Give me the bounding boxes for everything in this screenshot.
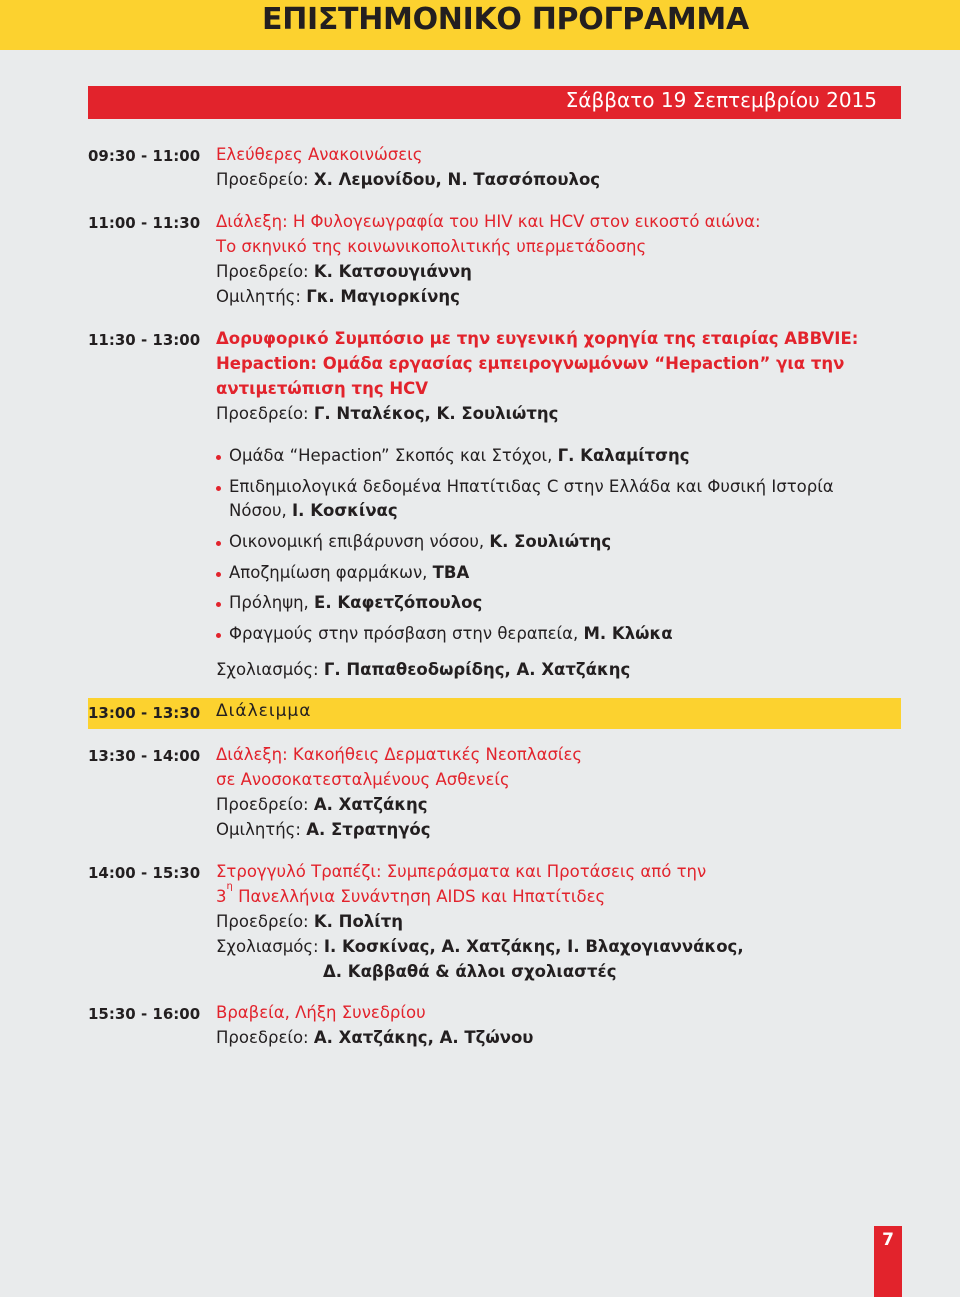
- session-comment: [216, 937, 744, 956]
- chair-names: Α. Χατζάκης, Α. Τζώνου: [313, 1028, 534, 1047]
- session-time: 15:30 - 16:00: [88, 1005, 201, 1023]
- talk-author: TBA: [432, 563, 470, 582]
- session-time: 11:00 - 11:30: [88, 214, 201, 232]
- session-comment: [216, 660, 630, 679]
- session-chair: [216, 262, 472, 281]
- talk-item: [229, 624, 673, 643]
- session-title: Δορυφορικό Συμπόσιο με την ευγενική χορηγία της εταιρίας ABBVIE:: [216, 329, 859, 348]
- ordinal-number: 3: [216, 887, 227, 906]
- talk-author: Ι. Κοσκίνας: [292, 501, 398, 520]
- speaker-label: Ομιλητής:: [216, 287, 301, 306]
- talk-title: Οικονομική επιβάρυνση νόσου,: [229, 532, 485, 551]
- title-banner: [0, 0, 960, 50]
- session-time: 13:00 - 13:30: [88, 704, 201, 722]
- chair-label: Προεδρείο:: [216, 170, 309, 189]
- comment-label: Σχολιασμός:: [216, 937, 319, 956]
- session-chair: [216, 404, 558, 423]
- talk-item: [229, 593, 482, 612]
- talk-author: Ε. Καφετζόπουλος: [314, 593, 483, 612]
- session-time: 11:30 - 13:00: [88, 331, 201, 349]
- break-label: Διάλειμμα: [216, 701, 312, 721]
- bullet-icon: [216, 541, 221, 546]
- session-chair: [216, 912, 403, 931]
- session-title: σε Ανοσοκατεσταλμένους Ασθενείς: [216, 770, 510, 789]
- session-comment-continued: Δ. Καββαθά & άλλοι σχολιαστές: [323, 962, 617, 981]
- talk-author: Μ. Κλώκα: [583, 624, 673, 643]
- chair-names: Γ. Νταλέκος, Κ. Σουλιώτης: [313, 404, 559, 423]
- talk-item: [229, 532, 611, 551]
- break-bar: [88, 698, 901, 729]
- session-speaker: [216, 287, 460, 306]
- comment-label: Σχολιασμός:: [216, 660, 319, 679]
- talk-title: Πρόληψη,: [229, 593, 309, 612]
- session-title: Στρογγυλό Τραπέζι: Συμπεράσματα και Προτάσεις από την: [216, 862, 707, 881]
- chair-label: Προεδρείο:: [216, 404, 309, 423]
- bullet-icon: [216, 486, 221, 491]
- chair-label: Προεδρείο:: [216, 795, 309, 814]
- session-title: Βραβεία, Λήξη Συνεδρίου: [216, 1003, 426, 1022]
- speaker-name: Γκ. Μαγιορκίνης: [306, 287, 460, 306]
- speaker-label: Ομιλητής:: [216, 820, 301, 839]
- page-number: 7: [882, 1230, 894, 1250]
- bullet-icon: [216, 455, 221, 460]
- talk-item: [229, 446, 690, 465]
- date-bar: [88, 86, 901, 119]
- bullet-icon: [216, 633, 221, 638]
- chair-names: Κ. Κατσουγιάννη: [313, 262, 472, 281]
- bullet-icon: [216, 572, 221, 577]
- session-title: Διάλεξη: Κακοήθεις Δερματικές Νεοπλασίες: [216, 745, 583, 764]
- session-time: 14:00 - 15:30: [88, 864, 201, 882]
- talk-author: Γ. Καλαμίτσης: [557, 446, 690, 465]
- talk-item: Επιδημιολογικά δεδομένα Ηπατίτιδας C στην Ελλάδα και Φυσική Ιστορία: [229, 477, 834, 496]
- chair-label: Προεδρείο:: [216, 912, 309, 931]
- ordinal-suffix: η: [226, 880, 233, 892]
- chair-label: Προεδρείο:: [216, 1028, 309, 1047]
- comment-names: Γ. Παπαθεοδωρίδης, Α. Χατζάκης: [323, 660, 631, 679]
- speaker-name: Α. Στρατηγός: [306, 820, 431, 839]
- talk-title: Φραγμούς στην πρόσβαση στην θεραπεία,: [229, 624, 579, 643]
- session-speaker: [216, 820, 431, 839]
- session-chair: [216, 795, 428, 814]
- talk-item: [229, 563, 469, 582]
- session-title: Διάλεξη: Η Φυλογεωγραφία του HIV και HCV στον εικοστό αιώνα:: [216, 212, 761, 231]
- comment-names: Ι. Κοσκίνας, Α. Χατζάκης, Ι. Βλαχογιαννάκος,: [323, 937, 744, 956]
- date-heading: Σάββατο 19 Σεπτεμβρίου 2015: [565, 88, 877, 112]
- title-text: Πανελλήνια Συνάντηση AIDS και Ηπατίτιδες: [232, 887, 606, 906]
- page-number-badge: [874, 1226, 902, 1297]
- session-chair: [216, 170, 600, 189]
- chair-names: Χ. Λεμονίδου, Ν. Τασσόπουλος: [313, 170, 601, 189]
- chair-names: Κ. Πολίτη: [313, 912, 403, 931]
- chair-label: Προεδρείο:: [216, 262, 309, 281]
- session-chair: [216, 1028, 533, 1047]
- session-title: [216, 880, 606, 906]
- session-title: Ελεύθερες Ανακοινώσεις: [216, 145, 423, 164]
- session-title: Hepaction: Ομάδα εργασίας εμπειρογνωμόνων “Hepaction” για την: [216, 354, 845, 373]
- session-title: Το σκηνικό της κοινωνικοπολιτικής υπερμετάδοσης: [216, 237, 647, 256]
- talk-title: Νόσου,: [229, 501, 287, 520]
- bullet-icon: [216, 602, 221, 607]
- page-title: ΕΠΙΣΤΗΜΟΝΙΚΟ ΠΡΟΓΡΑΜΜΑ: [262, 2, 749, 37]
- talk-item-continued: [229, 501, 398, 520]
- session-title: αντιμετώπιση της HCV: [216, 379, 429, 398]
- talk-title: Ομάδα “Hepaction” Σκοπός και Στόχοι,: [229, 446, 553, 465]
- session-time: 13:30 - 14:00: [88, 747, 201, 765]
- talk-author: Κ. Σουλιώτης: [489, 532, 612, 551]
- talk-title: Αποζημίωση φαρμάκων,: [229, 563, 428, 582]
- session-time: 09:30 - 11:00: [88, 147, 201, 165]
- chair-names: Α. Χατζάκης: [313, 795, 428, 814]
